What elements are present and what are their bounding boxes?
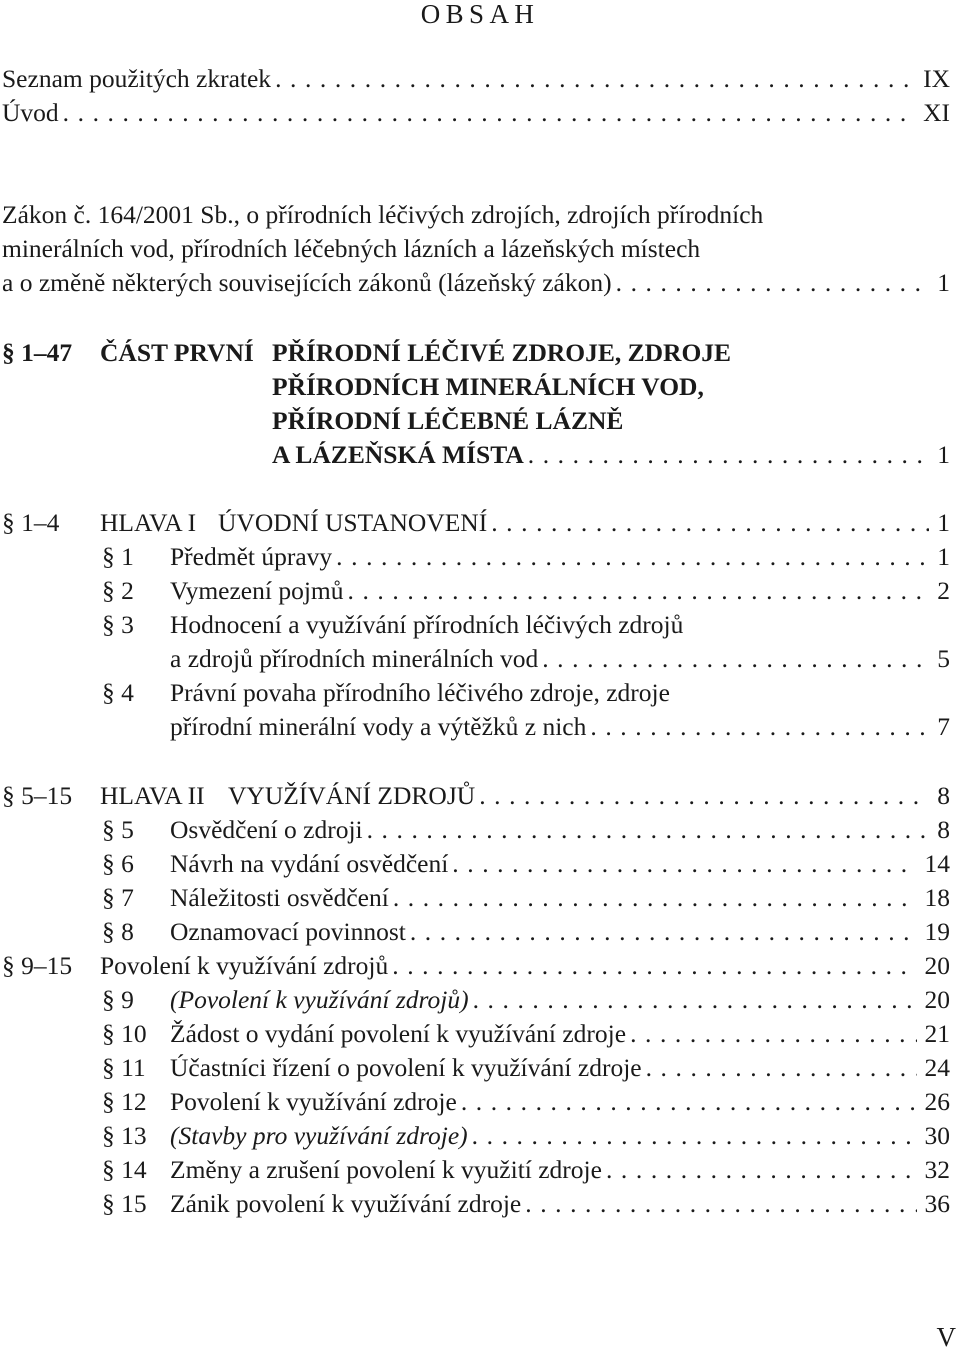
- head2-title-label: VYUŽÍVÁNÍ ZDROJŮ: [228, 781, 476, 810]
- toc-item-page: 21: [924, 1019, 950, 1048]
- toc-entry-intro-label: Úvod: [2, 98, 59, 127]
- section-number: § 4: [102, 678, 134, 707]
- head2-sections: § 5–15: [2, 781, 73, 810]
- section-number: § 6: [102, 849, 134, 878]
- toc-item[interactable]: [170, 540, 950, 574]
- toc-item-label: (Stavby pro využívání zdroje): [170, 1121, 468, 1150]
- toc-item-label: Žádost o vydání povolení k využívání zdroje: [170, 1019, 627, 1048]
- toc-item-label: Předmět úpravy: [170, 542, 333, 571]
- toc-item-page: 20: [924, 985, 950, 1014]
- toc-item-page: 26: [924, 1087, 950, 1116]
- toc-item-label: Zánik povolení k využívání zdroje: [170, 1189, 522, 1218]
- dot-leader: [473, 983, 917, 1017]
- toc-item-page: 7: [937, 712, 950, 741]
- part-title-last-line-label: A LÁZEŇSKÁ MÍSTA: [272, 440, 524, 469]
- toc-item-page: 32: [924, 1155, 950, 1184]
- law-title-last-line-page: 1: [937, 268, 950, 297]
- toc-item-label: Změny a zrušení povolení k využití zdroje: [170, 1155, 602, 1184]
- toc-item[interactable]: [170, 983, 950, 1017]
- toc-item-label: a zdrojů přírodních minerálních vod: [170, 644, 539, 673]
- part-title-line: PŘÍRODNÍ LÉČIVÉ ZDROJE, ZDROJE: [272, 338, 732, 367]
- toc-item-page: 1: [937, 542, 950, 571]
- section-number: § 1: [102, 542, 134, 571]
- head2-title-page: 8: [937, 781, 950, 810]
- dot-leader: [528, 438, 929, 472]
- dot-leader: [452, 847, 916, 881]
- dot-leader: [336, 540, 929, 574]
- toc-item[interactable]: [170, 642, 950, 676]
- head1-title[interactable]: [218, 506, 950, 540]
- section-number: § 2: [102, 576, 134, 605]
- law-title-line: minerálních vod, přírodních léčebných lázních a lázeňských místech: [2, 234, 701, 263]
- toc-item-page: 18: [924, 883, 950, 912]
- toc-item-line: Hodnocení a využívání přírodních léčivých zdrojů: [170, 610, 684, 639]
- toc-item-page: 36: [924, 1189, 950, 1218]
- dot-leader: [461, 1085, 917, 1119]
- section-number: § 11: [102, 1053, 146, 1082]
- part-title-line: PŘÍRODNÍ LÉČEBNÉ LÁZNĚ: [272, 406, 624, 435]
- toc-item-line: Právní povaha přírodního léčivého zdroje, zdroje: [170, 678, 670, 707]
- toc-item[interactable]: [170, 1153, 950, 1187]
- toc-entry-intro-page: XI: [923, 98, 950, 127]
- page-number: V: [936, 1322, 956, 1352]
- toc-entry-abbreviations-page: IX: [923, 64, 950, 93]
- toc-entry-abbreviations[interactable]: [2, 62, 950, 96]
- toc-item-page: 14: [924, 849, 950, 878]
- head1-title-page: 1: [937, 508, 950, 537]
- section-number: § 3: [102, 610, 134, 639]
- section-number: § 10: [102, 1019, 147, 1048]
- toc-item-page: 24: [924, 1053, 950, 1082]
- law-title-last-line-label: a o změně některých souvisejících zákonů (lázeňský zákon): [2, 268, 612, 297]
- dot-leader: [63, 96, 915, 130]
- toc-item[interactable]: [170, 1187, 950, 1221]
- dot-leader: [472, 1119, 917, 1153]
- section-number: § 7: [102, 883, 134, 912]
- part-label: ČÁST PRVNÍ: [100, 338, 254, 367]
- group-title-page: 20: [924, 951, 950, 980]
- toc-item[interactable]: [170, 574, 950, 608]
- toc-item-label: (Povolení k využívání zdrojů): [170, 985, 469, 1014]
- section-number: § 5: [102, 815, 134, 844]
- page-title: OBSAH: [420, 0, 540, 29]
- law-title-last-line[interactable]: [2, 266, 950, 300]
- toc-item[interactable]: [170, 1085, 950, 1119]
- head2-label: HLAVA II: [100, 781, 205, 810]
- toc-item[interactable]: [170, 1051, 950, 1085]
- group-title-label: Povolení k využívání zdrojů: [100, 951, 389, 980]
- part-title-last-line[interactable]: [272, 438, 950, 472]
- dot-leader: [491, 506, 929, 540]
- section-number: § 8: [102, 917, 134, 946]
- head2-title[interactable]: [228, 779, 950, 813]
- part-sections: § 1–47: [2, 338, 73, 367]
- toc-item[interactable]: [170, 1017, 950, 1051]
- dot-leader: [392, 949, 916, 983]
- toc-entry-abbreviations-label: Seznam použitých zkratek: [2, 64, 272, 93]
- toc-item[interactable]: [170, 847, 950, 881]
- dot-leader: [590, 710, 929, 744]
- toc-item-label: Návrh na vydání osvědčení: [170, 849, 449, 878]
- part-title-line: PŘÍRODNÍCH MINERÁLNÍCH VOD,: [272, 372, 704, 401]
- dot-leader: [275, 62, 915, 96]
- toc-item-label: přírodní minerální vody a výtěžků z nich: [170, 712, 587, 741]
- toc-item-label: Oznamovací povinnost: [170, 917, 406, 946]
- section-number: § 9: [102, 985, 134, 1014]
- toc-item-page: 2: [937, 576, 950, 605]
- toc-item[interactable]: [170, 813, 950, 847]
- section-number: § 14: [102, 1155, 147, 1184]
- toc-item[interactable]: [170, 1119, 950, 1153]
- toc-item-page: 19: [924, 917, 950, 946]
- group-sections: § 9–15: [2, 951, 73, 980]
- dot-leader: [542, 642, 929, 676]
- toc-item-label: Účastníci řízení o povolení k využívání zdroje: [170, 1053, 642, 1082]
- toc-item-label: Povolení k využívání zdroje: [170, 1087, 457, 1116]
- dot-leader: [616, 266, 930, 300]
- toc-item[interactable]: [170, 881, 950, 915]
- section-number: § 15: [102, 1189, 147, 1218]
- toc-item[interactable]: [170, 915, 950, 949]
- dot-leader: [646, 1051, 917, 1085]
- dot-leader: [348, 574, 930, 608]
- dot-leader: [630, 1017, 916, 1051]
- dot-leader: [479, 779, 929, 813]
- toc-item-page: 8: [937, 815, 950, 844]
- toc-item-page: 30: [924, 1121, 950, 1150]
- head1-title-label: ÚVODNÍ USTANOVENÍ: [218, 508, 488, 537]
- dot-leader: [525, 1187, 916, 1221]
- toc-item-label: Vymezení pojmů: [170, 576, 344, 605]
- law-title-line: Zákon č. 164/2001 Sb., o přírodních léčivých zdrojích, zdrojích přírodních: [2, 200, 764, 229]
- toc-item[interactable]: [170, 710, 950, 744]
- group-title[interactable]: [100, 949, 950, 983]
- dot-leader: [393, 881, 917, 915]
- head1-sections: § 1–4: [2, 508, 60, 537]
- dot-leader: [606, 1153, 917, 1187]
- toc-entry-intro[interactable]: [2, 96, 950, 130]
- dot-leader: [367, 813, 930, 847]
- head1-label: HLAVA I: [100, 508, 197, 537]
- toc-item-page: 5: [937, 644, 950, 673]
- part-title-last-line-page: 1: [937, 440, 950, 469]
- toc-item-label: Osvědčení o zdroji: [170, 815, 363, 844]
- section-number: § 13: [102, 1121, 147, 1150]
- dot-leader: [410, 915, 917, 949]
- toc-item-label: Náležitosti osvědčení: [170, 883, 389, 912]
- section-number: § 12: [102, 1087, 147, 1116]
